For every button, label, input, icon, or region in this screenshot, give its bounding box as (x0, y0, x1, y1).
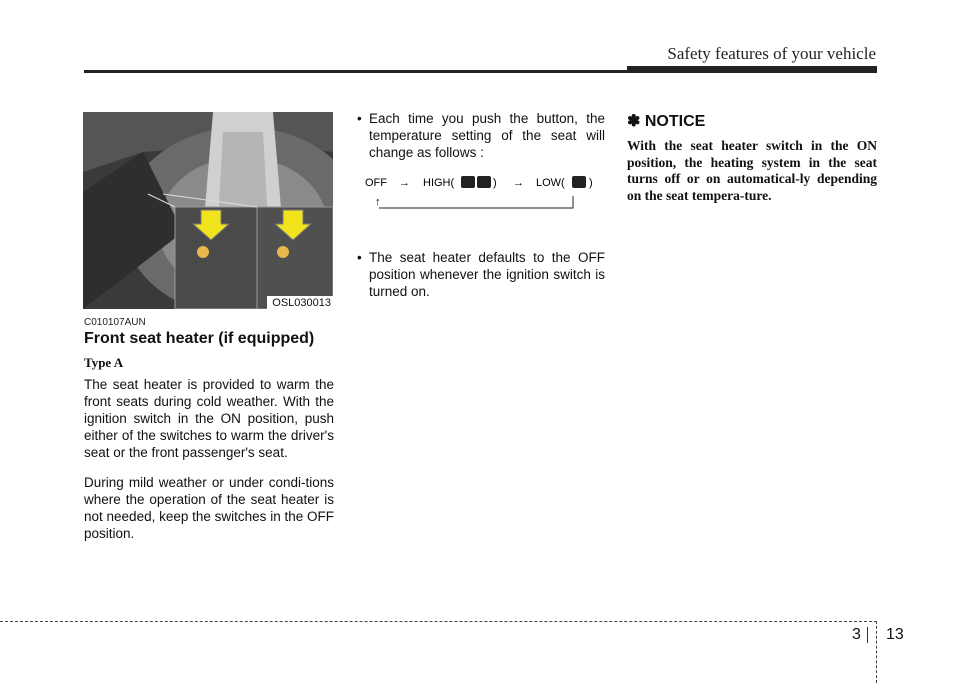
diagram-off-label: OFF (365, 177, 387, 189)
diagram-high-close: ) (493, 177, 497, 189)
page-number: 13 (886, 626, 904, 643)
heater-low-icon (572, 176, 586, 188)
seat-heater-photo (83, 112, 333, 309)
notice-text: With the seat heater switch in the ON position, the heating system in the seat turns off or on automatical-ly depending on the seat tempera-ture. (627, 138, 877, 203)
header-tab (627, 66, 877, 73)
header-title: Safety features of your vehicle (667, 44, 876, 63)
diagram-arrow-2: → (513, 177, 524, 189)
diagram-loop-arrow: ↑ (375, 196, 381, 208)
paragraph-2: During mild weather or under condi-tions where the operation of the seat heater is not needed, keep the switches in the OFF position. (84, 475, 334, 541)
section-subtitle: Type A (84, 355, 124, 370)
diagram-low-close: ) (589, 177, 593, 189)
page-section-number: 3 (852, 626, 861, 643)
diagram-high-label: HIGH( (423, 177, 455, 189)
footer-rule (0, 621, 877, 622)
notice-title: ✽ NOTICE (627, 113, 706, 130)
paragraph-1: The seat heater is provided to warm the front seats during cold weather. With the ignition switch in the ON position, push either of the switches to warm the driver's seat or the front passenger's seat. (84, 377, 334, 460)
bullet-item-1: • Each time you push the button, the temperature setting of the seat will change as follows : (357, 110, 605, 161)
section-title: Front seat heater (if equipped) (84, 330, 315, 347)
heater-cycle-diagram (365, 172, 605, 212)
diagram-arrow-1: → (399, 177, 410, 189)
diagram-low-label: LOW( (536, 177, 565, 189)
page-number-divider (867, 627, 868, 643)
heater-high-icon (461, 176, 491, 188)
section-code: C010107AUN (84, 317, 146, 328)
figure-code: OSL030013 (267, 296, 333, 309)
bullet-item-2: • The seat heater defaults to the OFF position whenever the ignition switch is turned on. (357, 249, 605, 300)
diagram-loop-line (379, 196, 573, 208)
footer-vertical-rule (876, 621, 877, 683)
console-illustration (83, 112, 333, 309)
